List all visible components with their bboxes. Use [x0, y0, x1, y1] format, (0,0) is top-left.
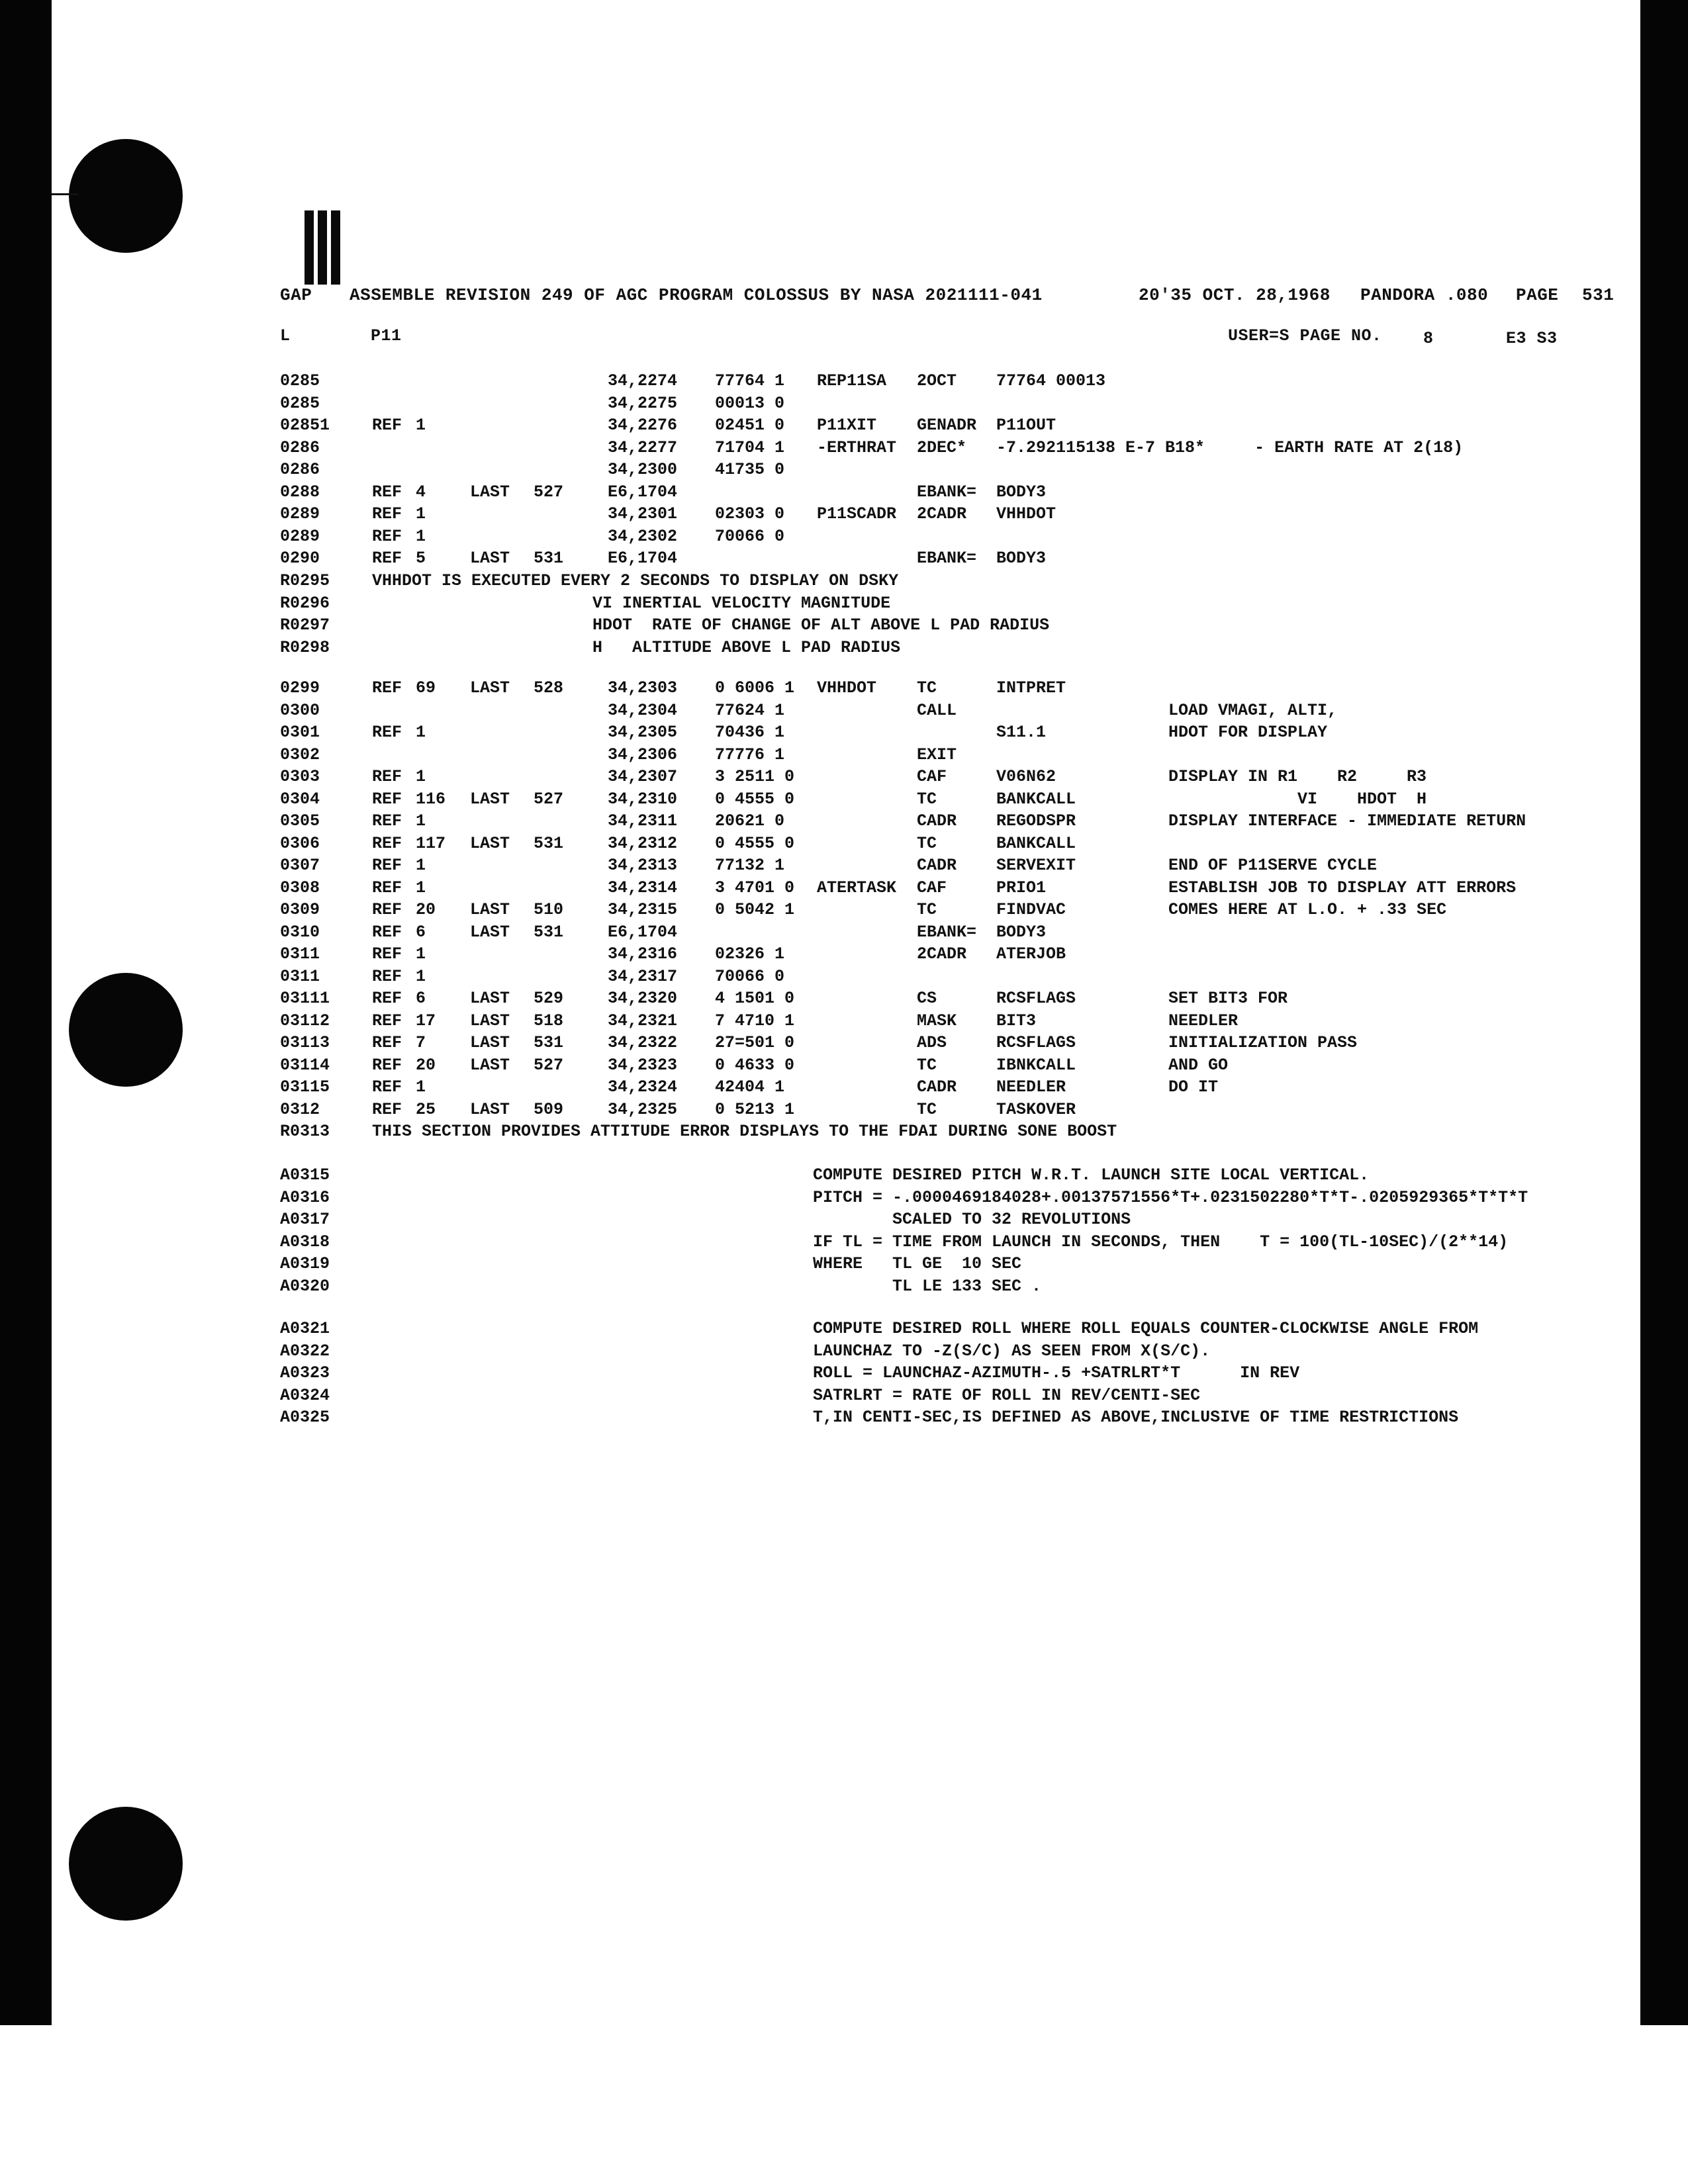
- row-line-number: A0317: [280, 1210, 330, 1229]
- row-opcode: TC: [917, 789, 937, 809]
- header-ebank: E3 S3: [1506, 329, 1558, 348]
- row-address: 34,2277: [608, 437, 678, 457]
- row-ref-count: 1: [416, 966, 426, 986]
- row-text: HDOT RATE OF CHANGE OF ALT ABOVE L PAD RADIUS: [592, 615, 1050, 635]
- row-comment: END OF P11SERVE CYCLE: [1168, 856, 1378, 875]
- row-text: LAUNCHAZ TO -Z(S/C) AS SEEN FROM X(S/C).: [813, 1341, 1211, 1361]
- row-label: ATERTASK: [817, 878, 897, 897]
- row-operand: BODY3: [996, 549, 1047, 568]
- row-octal-word: 0 4555 0: [715, 833, 795, 853]
- row-opcode: CADR: [917, 811, 957, 831]
- row-operand: P11OUT: [996, 416, 1056, 435]
- row-opcode: TC: [917, 678, 937, 698]
- row-ref-keyword: REF: [372, 1099, 402, 1119]
- row-last-keyword: LAST: [470, 833, 510, 853]
- row-text: SATRLRT = RATE OF ROLL IN REV/CENTI-SEC: [813, 1385, 1201, 1405]
- row-line-number: 0286: [280, 460, 320, 479]
- row-last-page: 531: [534, 1033, 564, 1052]
- row-last-page: 531: [534, 833, 564, 853]
- punch-hole-bottom: [69, 1807, 183, 1921]
- row-last-page: 531: [534, 922, 564, 942]
- row-line-number: 0288: [280, 482, 320, 502]
- row-address: 34,2307: [608, 767, 678, 786]
- row-opcode: 2CADR: [917, 504, 967, 523]
- row-text: COMPUTE DESIRED ROLL WHERE ROLL EQUALS COUNTER-CLOCKWISE ANGLE FROM: [813, 1319, 1479, 1338]
- row-address: 34,2310: [608, 789, 678, 809]
- row-ref-keyword: REF: [372, 944, 402, 964]
- header-datetime: 20'35 OCT. 28,1968: [1139, 285, 1331, 305]
- row-address: 34,2315: [608, 900, 678, 919]
- row-address: 34,2303: [608, 678, 678, 698]
- row-address: 34,2324: [608, 1077, 678, 1097]
- row-opcode: TC: [917, 1099, 937, 1119]
- row-comment: DISPLAY INTERFACE - IMMEDIATE RETURN: [1168, 811, 1526, 831]
- row-octal-word: 70436 1: [715, 723, 785, 742]
- row-octal-word: 42404 1: [715, 1077, 785, 1097]
- row-opcode: CADR: [917, 1077, 957, 1097]
- row-ref-count: 69: [416, 678, 436, 698]
- row-opcode: GENADR: [917, 416, 977, 435]
- row-line-number: R0313: [280, 1122, 330, 1141]
- row-line-number: 03113: [280, 1033, 330, 1052]
- row-last-page: 531: [534, 549, 564, 568]
- row-line-number: R0298: [280, 637, 330, 657]
- row-ref-keyword: REF: [372, 900, 402, 919]
- row-operand: NEEDLER: [996, 1077, 1066, 1097]
- row-line-number: 0302: [280, 745, 320, 764]
- row-ref-keyword: REF: [372, 1055, 402, 1075]
- row-last-page: 510: [534, 900, 564, 919]
- row-octal-word: 02303 0: [715, 504, 785, 523]
- row-ref-count: 1: [416, 416, 426, 435]
- row-comment: INITIALIZATION PASS: [1168, 1033, 1358, 1052]
- row-label: P11XIT: [817, 416, 877, 435]
- row-address: E6,1704: [608, 482, 678, 502]
- row-ref-keyword: REF: [372, 767, 402, 786]
- row-last-keyword: LAST: [470, 1011, 510, 1030]
- row-opcode: TC: [917, 833, 937, 853]
- row-line-number: 0311: [280, 944, 320, 964]
- row-line-number: A0325: [280, 1408, 330, 1427]
- row-operand: TASKOVER: [996, 1099, 1076, 1119]
- row-operand: VHHDOT: [996, 504, 1056, 523]
- row-opcode: CS: [917, 989, 937, 1008]
- row-ref-keyword: REF: [372, 482, 402, 502]
- row-octal-word: 4 1501 0: [715, 989, 795, 1008]
- header-prefix: GAP: [280, 285, 312, 305]
- row-operand: BANKCALL: [996, 789, 1076, 809]
- row-comment: AND GO: [1168, 1055, 1229, 1075]
- row-address: 34,2276: [608, 416, 678, 435]
- row-line-number: 0289: [280, 504, 320, 523]
- row-line-number: A0324: [280, 1385, 330, 1405]
- row-opcode: ADS: [917, 1033, 947, 1052]
- row-line-number: 0300: [280, 700, 320, 720]
- row-last-keyword: LAST: [470, 549, 510, 568]
- row-octal-word: 27=501 0: [715, 1033, 795, 1052]
- row-address: 34,2302: [608, 526, 678, 546]
- row-comment: ESTABLISH JOB TO DISPLAY ATT ERRORS: [1168, 878, 1517, 897]
- row-octal-word: 77776 1: [715, 745, 785, 764]
- row-last-keyword: LAST: [470, 989, 510, 1008]
- row-text: WHERE TL GE 10 SEC: [813, 1254, 1022, 1273]
- row-address: 34,2316: [608, 944, 678, 964]
- row-line-number: 0312: [280, 1099, 320, 1119]
- row-text: IF TL = TIME FROM LAUNCH IN SECONDS, THEN T = 100(TL-10SEC)/(2**14): [813, 1232, 1509, 1251]
- row-octal-word: 3 4701 0: [715, 878, 795, 897]
- row-octal-word: 02451 0: [715, 416, 785, 435]
- row-comment: NEEDLER: [1168, 1011, 1239, 1030]
- row-last-keyword: LAST: [470, 789, 510, 809]
- row-octal-word: 0 5042 1: [715, 900, 795, 919]
- row-line-number: 02851: [280, 416, 330, 435]
- row-octal-word: 77624 1: [715, 700, 785, 720]
- row-line-number: 03114: [280, 1055, 330, 1075]
- row-operand: IBNKCALL: [996, 1055, 1076, 1075]
- row-last-keyword: LAST: [470, 922, 510, 942]
- row-address: 34,2323: [608, 1055, 678, 1075]
- row-operand: S11.1: [996, 723, 1047, 742]
- row-operand: BODY3: [996, 922, 1047, 942]
- row-last-keyword: LAST: [470, 1033, 510, 1052]
- row-octal-word: 20621 0: [715, 811, 785, 831]
- row-octal-word: 0 5213 1: [715, 1099, 795, 1119]
- row-address: 34,2275: [608, 393, 678, 413]
- row-opcode: 2DEC*: [917, 437, 967, 457]
- row-ref-keyword: REF: [372, 723, 402, 742]
- scan-left-margin: [0, 0, 52, 2025]
- row-opcode: CALL: [917, 700, 957, 720]
- row-opcode: 2OCT: [917, 371, 957, 390]
- row-address: 34,2312: [608, 833, 678, 853]
- row-opcode: 2CADR: [917, 944, 967, 964]
- row-ref-keyword: REF: [372, 989, 402, 1008]
- row-line-number: A0323: [280, 1363, 330, 1383]
- row-address: 34,2274: [608, 371, 678, 390]
- row-line-number: A0315: [280, 1165, 330, 1185]
- row-address: 34,2321: [608, 1011, 678, 1030]
- row-octal-word: 70066 0: [715, 526, 785, 546]
- row-last-page: 518: [534, 1011, 564, 1030]
- row-line-number: 03112: [280, 1011, 330, 1030]
- row-last-page: 528: [534, 678, 564, 698]
- scan-right-margin: [1640, 0, 1688, 2025]
- row-operand: -7.292115138 E-7 B18* - EARTH RATE AT 2(18): [996, 437, 1464, 457]
- row-text: T,IN CENTI-SEC,IS DEFINED AS ABOVE,INCLUSIVE OF TIME RESTRICTIONS: [813, 1408, 1459, 1427]
- row-octal-word: 0 6006 1: [715, 678, 795, 698]
- row-octal-word: 3 2511 0: [715, 767, 795, 786]
- row-octal-word: 00013 0: [715, 393, 785, 413]
- row-ref-keyword: REF: [372, 856, 402, 875]
- row-address: 34,2322: [608, 1033, 678, 1052]
- row-last-page: 529: [534, 989, 564, 1008]
- row-octal-word: 77764 1: [715, 371, 785, 390]
- row-text: TL LE 133 SEC .: [813, 1276, 1042, 1296]
- row-ref-keyword: REF: [372, 811, 402, 831]
- row-line-number: 0303: [280, 767, 320, 786]
- row-text: H ALTITUDE ABOVE L PAD RADIUS: [592, 637, 901, 657]
- row-line-number: 0299: [280, 678, 320, 698]
- row-operand: FINDVAC: [996, 900, 1066, 919]
- row-operand: BODY3: [996, 482, 1047, 502]
- row-opcode: CAF: [917, 878, 947, 897]
- row-ref-count: 1: [416, 723, 426, 742]
- row-ref-keyword: REF: [372, 549, 402, 568]
- row-comment: HDOT FOR DISPLAY: [1168, 723, 1328, 742]
- header-users-page: USER=S PAGE NO.: [1228, 326, 1382, 345]
- row-comment: VI HDOT H: [1168, 789, 1427, 809]
- row-operand: REGODSPR: [996, 811, 1076, 831]
- row-opcode: EBANK=: [917, 482, 977, 502]
- row-line-number: A0322: [280, 1341, 330, 1361]
- row-text: ROLL = LAUNCHAZ-AZIMUTH-.5 +SATRLRT*T IN REV: [813, 1363, 1300, 1383]
- row-text: VI INERTIAL VELOCITY MAGNITUDE: [592, 593, 891, 613]
- row-ref-keyword: REF: [372, 678, 402, 698]
- row-address: 34,2311: [608, 811, 678, 831]
- row-ref-count: 6: [416, 989, 426, 1008]
- row-last-keyword: LAST: [470, 900, 510, 919]
- row-label: REP11SA: [817, 371, 887, 390]
- row-comment: DO IT: [1168, 1077, 1219, 1097]
- row-line-number: R0295: [280, 571, 330, 590]
- row-octal-word: 02326 1: [715, 944, 785, 964]
- row-opcode: CADR: [917, 856, 957, 875]
- row-label: VHHDOT: [817, 678, 877, 698]
- row-ref-count: 6: [416, 922, 426, 942]
- row-line-number: 03115: [280, 1077, 330, 1097]
- row-opcode: CAF: [917, 767, 947, 786]
- row-operand: ATERJOB: [996, 944, 1066, 964]
- row-address: 34,2305: [608, 723, 678, 742]
- punch-hole-middle: [69, 973, 183, 1087]
- row-operand: BIT3: [996, 1011, 1037, 1030]
- row-line-number: 0289: [280, 526, 320, 546]
- row-line-number: A0321: [280, 1319, 330, 1338]
- header-page-number: 531: [1582, 285, 1615, 305]
- row-address: 34,2304: [608, 700, 678, 720]
- row-text: THIS SECTION PROVIDES ATTITUDE ERROR DISPLAYS TO THE FDAI DURING SONE BOOST: [372, 1122, 1117, 1141]
- row-ref-count: 116: [416, 789, 446, 809]
- row-ref-count: 25: [416, 1099, 436, 1119]
- row-address: 34,2325: [608, 1099, 678, 1119]
- row-address: E6,1704: [608, 922, 678, 942]
- row-comment: DISPLAY IN R1 R2 R3: [1168, 767, 1427, 786]
- row-ref-keyword: REF: [372, 922, 402, 942]
- row-line-number: A0316: [280, 1187, 330, 1207]
- row-line-number: 03111: [280, 989, 330, 1008]
- row-octal-word: 70066 0: [715, 966, 785, 986]
- row-operand: RCSFLAGS: [996, 989, 1076, 1008]
- row-line-number: 0307: [280, 856, 320, 875]
- row-line-number: A0320: [280, 1276, 330, 1296]
- row-operand: SERVEXIT: [996, 856, 1076, 875]
- row-line-number: A0318: [280, 1232, 330, 1251]
- row-opcode: EBANK=: [917, 549, 977, 568]
- row-ref-count: 117: [416, 833, 446, 853]
- row-text: COMPUTE DESIRED PITCH W.R.T. LAUNCH SITE LOCAL VERTICAL.: [813, 1165, 1370, 1185]
- row-ref-keyword: REF: [372, 526, 402, 546]
- row-octal-word: 71704 1: [715, 437, 785, 457]
- row-last-page: 527: [534, 789, 564, 809]
- row-ref-keyword: REF: [372, 416, 402, 435]
- row-last-keyword: LAST: [470, 1055, 510, 1075]
- row-ref-count: 1: [416, 1077, 426, 1097]
- punch-hole-top: [69, 139, 183, 253]
- row-line-number: 0306: [280, 833, 320, 853]
- row-operand: PRIO1: [996, 878, 1047, 897]
- row-line-number: R0296: [280, 593, 330, 613]
- row-line-number: 0310: [280, 922, 320, 942]
- row-opcode: EBANK=: [917, 922, 977, 942]
- row-ref-count: 17: [416, 1011, 436, 1030]
- scan-tick-mark: [52, 193, 78, 195]
- row-text: VHHDOT IS EXECUTED EVERY 2 SECONDS TO DISPLAY ON DSKY: [372, 571, 899, 590]
- row-line-number: 0309: [280, 900, 320, 919]
- row-ref-count: 1: [416, 526, 426, 546]
- row-ref-count: 1: [416, 504, 426, 523]
- row-comment: SET BIT3 FOR: [1168, 989, 1288, 1008]
- row-ref-count: 5: [416, 549, 426, 568]
- row-text: SCALED TO 32 REVOLUTIONS: [813, 1210, 1131, 1229]
- row-text: PITCH = -.0000469184028+.00137571556*T+.0231502280*T*T-.0205929365*T*T*T: [813, 1187, 1528, 1207]
- row-ref-count: 20: [416, 900, 436, 919]
- row-address: 34,2314: [608, 878, 678, 897]
- row-address: 34,2317: [608, 966, 678, 986]
- row-octal-word: 0 4633 0: [715, 1055, 795, 1075]
- row-ref-count: 1: [416, 856, 426, 875]
- row-ref-keyword: REF: [372, 1077, 402, 1097]
- header-title: ASSEMBLE REVISION 249 OF AGC PROGRAM COLOSSUS BY NASA 2021111-041: [350, 285, 1043, 305]
- row-line-number: 0286: [280, 437, 320, 457]
- row-address: 34,2320: [608, 989, 678, 1008]
- row-last-page: 527: [534, 482, 564, 502]
- row-line-number: 0285: [280, 393, 320, 413]
- row-ref-count: 1: [416, 878, 426, 897]
- row-ref-count: 4: [416, 482, 426, 502]
- header-program: P11: [371, 326, 402, 345]
- row-ref-keyword: REF: [372, 1011, 402, 1030]
- row-last-keyword: LAST: [470, 1099, 510, 1119]
- row-last-page: 527: [534, 1055, 564, 1075]
- row-line-number: 0285: [280, 371, 320, 390]
- row-line-number: 0301: [280, 723, 320, 742]
- row-opcode: TC: [917, 1055, 937, 1075]
- row-opcode: MASK: [917, 1011, 957, 1030]
- row-opcode: TC: [917, 900, 937, 919]
- header-page-label: PAGE: [1516, 285, 1559, 305]
- row-last-keyword: LAST: [470, 678, 510, 698]
- row-opcode: EXIT: [917, 745, 957, 764]
- row-octal-word: 77132 1: [715, 856, 785, 875]
- row-operand: V06N62: [996, 767, 1056, 786]
- row-ref-count: 1: [416, 811, 426, 831]
- row-line-number: 0290: [280, 549, 320, 568]
- row-ref-keyword: REF: [372, 1033, 402, 1052]
- row-ref-keyword: REF: [372, 966, 402, 986]
- header-col-l: L: [280, 326, 291, 345]
- row-line-number: 0305: [280, 811, 320, 831]
- row-ref-keyword: REF: [372, 878, 402, 897]
- row-octal-word: 0 4555 0: [715, 789, 795, 809]
- row-last-page: 509: [534, 1099, 564, 1119]
- row-line-number: 0304: [280, 789, 320, 809]
- row-ref-count: 1: [416, 944, 426, 964]
- row-address: 34,2313: [608, 856, 678, 875]
- row-ref-count: 7: [416, 1033, 426, 1052]
- row-address: 34,2301: [608, 504, 678, 523]
- row-last-keyword: LAST: [470, 482, 510, 502]
- header-users-page-no: 8: [1423, 329, 1434, 348]
- row-line-number: R0297: [280, 615, 330, 635]
- row-line-number: 0311: [280, 966, 320, 986]
- row-address: 34,2306: [608, 745, 678, 764]
- row-comment: LOAD VMAGI, ALTI,: [1168, 700, 1338, 720]
- row-octal-word: 7 4710 1: [715, 1011, 795, 1030]
- row-ref-count: 20: [416, 1055, 436, 1075]
- row-address: E6,1704: [608, 549, 678, 568]
- header-system: PANDORA .080: [1360, 285, 1489, 305]
- row-octal-word: 41735 0: [715, 460, 785, 479]
- row-operand: INTPRET: [996, 678, 1066, 698]
- row-label: -ERTHRAT: [817, 437, 897, 457]
- row-operand: RCSFLAGS: [996, 1033, 1076, 1052]
- row-operand: BANKCALL: [996, 833, 1076, 853]
- row-operand: 77764 00013: [996, 371, 1106, 390]
- row-ref-keyword: REF: [372, 833, 402, 853]
- row-ref-keyword: REF: [372, 789, 402, 809]
- row-line-number: 0308: [280, 878, 320, 897]
- row-label: P11SCADR: [817, 504, 897, 523]
- row-line-number: A0319: [280, 1254, 330, 1273]
- row-ref-count: 1: [416, 767, 426, 786]
- row-ref-keyword: REF: [372, 504, 402, 523]
- row-address: 34,2300: [608, 460, 678, 479]
- row-comment: COMES HERE AT L.O. + .33 SEC: [1168, 900, 1447, 919]
